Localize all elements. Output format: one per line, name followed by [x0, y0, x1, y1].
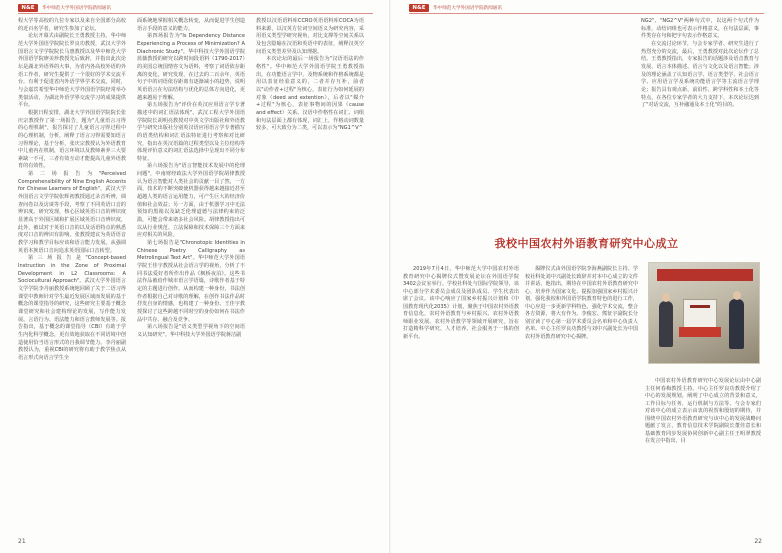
header-title: 华中师范大学外国语学院新闻通讯 [433, 5, 502, 11]
photo-person-head [733, 291, 741, 300]
header-rule [18, 13, 373, 14]
left-column-2 [137, 18, 245, 340]
right-column-3 [641, 18, 759, 110]
page-number-right: 22 [754, 538, 762, 545]
paragraph: 根据日程安排，湖北大学外国语学院院长张庆宗教授作了第一场报告，题为"儿童语言习得的心理机制"，报告探讨了儿童语言习得过程中的心理机制，分析，阐释了语言习得需要知语言习得理论，基于分析，张庆宗教授认为外语教育中儿童内在机制，语言环境以及教师素养三大要素缺一不可，三者有效互动才能提高儿童外语教育的有效性。 [18, 109, 126, 170]
right-page [391, 0, 782, 553]
paragraph: 2019年7月4日，华中师范大学中国农村外语教育研究中心揭牌仪式暨发展论坛在外国语学院3402会议室举行。学校社科处与国际学院领导，该中心部分学术委员会成员及团队成员、学生代表出席了会议。该中心响应了国家乡村振兴计划和《中国教育现代化2035》计划，聚焦于中国农村外语教育信息化，农村外语教育与乡村振兴、农村外语教师职业发展、农村外语教学等领域开展研究，旨在打造精科学研究、人才培养、社会服务于一体的创新平台。 [403, 266, 519, 340]
paragraph: 面系统地掌握相关概念转变，从而促进学生创造语言手段的意义的能力。 [137, 18, 245, 32]
paragraph: 在交流讨论环节，与会专家学者、研究生进行了热烈充分的交流，最后，王勇教授对此次论坛作了总结。王勇教授指出，专家报告的话题涉及语音教育与发展、语言本体描述、语言与文化以及语言智能；涉及的理论涵盖了认知语言学、语言类型学、社会语言学、应用语言学及系统功能语言学等主流语言学理论；报告具有观点新、前沿性、跨学科性和本土化等特点，在各位专家学者的大力支持下，本次论坛达到了"对话交流，互补融通及本土化"的目的。 [641, 40, 759, 109]
photo-person [659, 301, 673, 347]
news-column-3 [645, 378, 761, 446]
newsletter-logo: N&E [18, 4, 38, 12]
left-column-1 [18, 18, 126, 363]
photo-banner [657, 269, 753, 281]
paragraph: 教授以汉语语料库CCRO英语语料库COCA为语料来源，以汉英方位词空间语义为研究内容，采用语义类型学研究视角，对比支撑等空间关系以及包含隐喻在汉语和英语中的表征，阐释汉英空间语义类型差异及认知理据。 [256, 18, 364, 55]
paragraph: NG2"、"NG2^V"两种句式中，以这两个句式作为标准，动结词组也可表示作格意义，在句法层面，事件类存在句和把字句表示作格意义。 [641, 18, 759, 40]
left-column-3 [256, 18, 364, 133]
paragraph: 第四场报告为"Is Dependency Distance Experiencing a Process of Minimization? A Diachronic Study"。华中科技大学外国语学院蓝薇教授的研究以跨时间段语料（1790-2017）的美国总统国情咨文为语料，考察了词语依存距离的变化。研究发现，在过去的二百余年，英语句子中的词语依存距离有逐渐减小的趋势，说明英语语言在句法结构与优化的总体方向进化，更越来越易于理解。 [137, 33, 245, 101]
paragraph: 第七场报告是"Chronotopic Identities in Chinese Poetry Calligraphy as Metrolingual Text Art"。华中师范大学外国语学院王佳宇教授从社会语言学的视角，分析了不同书法爱好者所作出作品《枫桥夜泊》。这些书法作品被给作城市语言学语篇，诗歌作者基于特定的主题进行创作。从而构建一种身份，书法创作者根据自己对诗歌的理解，在创作书法作品时抒发自身的情感，也构建了一种身份。王佳宇教授探讨了这些跨越不同时空的身份如何在书法作品中共存、融合及竞争。 [137, 240, 245, 323]
news-headline: 我校中国农村外语教育研究中心成立 [494, 237, 679, 250]
paragraph: 程大学等高校的九位专家以及来自全国部分高校的近百名学者，研究生参加了论坛。 [18, 18, 126, 32]
paragraph: 揭牌仪式由外国语学院李海燕副院长主持。学校社科处刘中兴副处长致辞并对本中心成立的文件并讲话，他指出，期待在中国农村外语教育研究中心，培养作为国家文化、提振加强国家乡村振兴计划，强化我校和外国语学院教育特色的进行工作，中心应进一步更新学科特色，强化学术交流，整合各方资源，将大有作为。李俊宏、熊征宇副院长分别宣读了中心第一届学术委员会名单和中心负责人名单。中心主任罗良功教授与刘中兴副处长为中国农村外语教育研究中心揭牌。 [525, 266, 638, 340]
header-rule [409, 13, 764, 14]
news-column-2 [525, 266, 638, 341]
ceremony-photo [648, 262, 760, 364]
paragraph: 第二场报告为"Perceived Comprehensibility of Nine English Accents for Chinese Learners of English"，武汉大学外国语言文学学院张辉初教授通过录音听辨，调查问卷以及访谈等手段，考察了不同英语口音的辨识度。研究发现，核心区域英语口音的辨识度显著高于外围区域和扩展区域英语口音辨识度，此外，被试对于英语口音的以及话语特点的熟悉度对口音的辨识有影响。张教授建议为英语语音教学习和教学目标应该和语言能力发展。从强调英语本族语口音向追求英语国际口音转型。 [18, 171, 126, 254]
photo-plaque [683, 299, 717, 329]
photo-person-head [662, 293, 670, 302]
paragraph: 第三场报告是"Concept-based Instruction in the Zone of Proximal Development in L2 Classrooms: A Sociocultural Approach"。武汉大学外国语言文学学院李丹丽教授系统地回顾了关于二语习得课堂中教师针对学生最近发展区域而发展的基于概念的课堂指导的研究，这些研究主要基于概念课堂研究和社会建构理论的发展，写作能力发展、言语行为、语法能力和语言教师发展等。报告指出，基于概念的课堂指导（CBI）有助于学生内化科学概念，更有效地获取在不同语境中创造使用恰当语言形式的自我调节能力。李丹丽副教授认为，重视CBI的研究将有助于教学焦点从语言形式向语言学生全 [18, 255, 126, 361]
paragraph: 论坛开幕式由副院长王勇教授主持。华中师范大学外国语学院院长罗良功教授，武汉大学外国语言文学学院院长马惠教授以及华中师范大学外国语学院廖美珍教授先后致辞，并指出此次论坛是湖北外语界的大事，为省内各高校外语的外语工作者，研究生提供了一个很好的学术交流平台，有利于促进省内外语学界学术交流，同时，与会嘉宾希望华中师范大学外国语学院经常举办类似活动，为湖北外语学界交流学习的成果提供平台。 [18, 33, 126, 109]
header-title: 华中师范大学外国语学院新闻通讯 [42, 5, 111, 11]
paragraph: 第六场报告为"语言智能技术发展中的伦理问题"，中南财经政法大学外国语学院胡律教授认为语言智能对人类社会的贡献一目了然，一方面，技术的不断突破使机器获得越来越接近甚至超越人类的语言运用能力，可产生巨大的经济价值和社会效益；另一方面，由于机器学习中无法预知的黑箱以及缺乏伦理道德与法律约束的泛滥，可能会带来诸多社会风险。胡律教授指出可以从行业规范、立法保障和技术保障三个方面来应对相关的风险。 [137, 163, 245, 239]
paragraph: 本次论坛的最后一场报告为"汉语语法的作格性"。华中师范大学外国语学院王勇教授指出，在功能语言学中，及物系统和作格系统都是用以表征经验意义的，二者并存互补，前者以"动作者+过程"为核心，表征行为如何延展的对象（deed and extention），后者以"媒介+过程"为核心，表征事物间的因果（cause and effect）关系。汉语中作格性在词汇、词组和句法层面上都有体现，词汇上，作格动词数量较多，可大致分为二类，可以表示为"NG1^V^ [256, 56, 364, 132]
photo-person [729, 299, 744, 349]
paragraph: 第八场报告是"语义类型学视角下的空间语义认知研究"。华中科技大学外国语学院蒋洁副 [137, 324, 245, 338]
page-number-left: 21 [18, 538, 26, 545]
newsletter-logo: N&E [409, 4, 429, 12]
left-header [18, 3, 111, 12]
paragraph: 中国农村外语教育研究中心发展论坛由中心副主任何春梅教授主持。中心主任罗良功教授介绍了中心的发展规划，阐明了中心成立的背景和意义，工作目标与任务，运行机制与方法等。与会专家们对该中心的成立表示由衷的祝贺和殷切的期待，并围绕中国农村外语教育研究与该中心的发展战略问题献了发言，教育信息技术学院副院长董佳意长和基础教育同步发展协同创新中心副主任王明翠教授在发言中指出，目 [645, 378, 761, 444]
news-column-1 [403, 266, 519, 341]
paragraph: 第五场报告为"评价在英汉应用语言学专著描述中的词汇语法体现"。武汉工程大学外国语学院院长胡明亮教授对中英文学出版社和外语教学与研究出版社分别英汉语应用语言学专著描写的语类结构和词汇语法特征进行考察和对比研究，指出在英汉语篇的过程类型以及主位结构等体现评价意义的词汇语法选择中呈现出不同分布特征。 [137, 102, 245, 162]
right-header [409, 3, 502, 12]
photo-red-cloth [679, 327, 721, 337]
